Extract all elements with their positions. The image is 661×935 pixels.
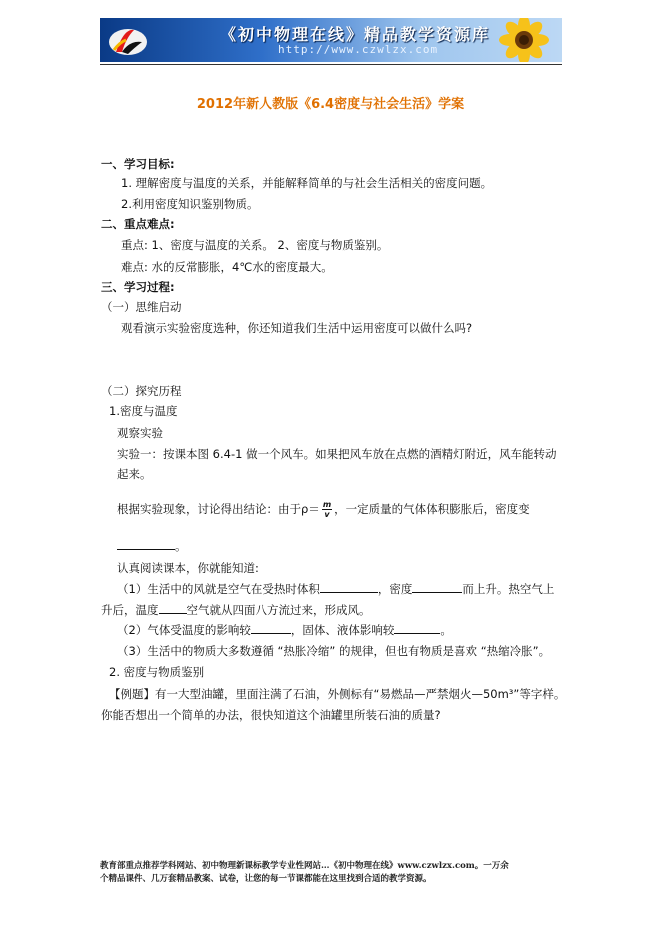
q1-text-c: 而上升。热空气上 — [462, 582, 555, 596]
formula-denominator: v — [324, 510, 330, 519]
site-logo-icon — [106, 24, 148, 58]
reading-prompt: 认真阅读课本，你就能知道: — [117, 561, 259, 575]
page-footer — [100, 860, 570, 886]
footer-line1: 教育部重点推荐学科网站、初中物理新课标教学专业性网站…《初中物理在线》www.czwlzx.com。一万余 — [100, 861, 509, 871]
density-formula — [322, 500, 332, 519]
section-2-heading: 二、重点难点: — [101, 217, 175, 231]
subsection-density-identification: 2. 密度与物质鉴别 — [109, 665, 205, 679]
footer-line2: 个精品课件、几万套精品教案、试卷，让您的每一节课都能在这里找到合适的教学资源。 — [100, 874, 432, 884]
header-rule — [100, 64, 562, 65]
answer-blank[interactable] — [320, 582, 378, 593]
header-banner — [100, 18, 562, 62]
section-3-heading: 三、学习过程: — [101, 280, 175, 294]
formula-numerator: m — [322, 500, 332, 509]
answer-blank[interactable] — [251, 623, 291, 634]
section-1-heading: 一、学习目标: — [101, 157, 175, 171]
q2-text-b: ，固体、液体影响较 — [290, 623, 395, 637]
part-1-heading: （一）思维启动 — [101, 300, 182, 314]
part-2-heading: （二）探究历程 — [101, 384, 182, 398]
question-1-line2 — [101, 602, 371, 618]
document-title: 2012年新人教版《6.4密度与社会生活》学案 — [196, 97, 465, 112]
q1-text-a: （1）生活中的风就是空气在受热时体积 — [117, 582, 320, 596]
question-3: （3）生活中的物质大多数遵循 “热胀冷缩” 的规律，但也有物质是喜欢 “热缩冷胀”。 — [117, 644, 551, 658]
q1-text-e: 空气就从四面八方流过来，形成风。 — [186, 603, 371, 617]
answer-blank[interactable] — [412, 582, 462, 593]
answer-blank[interactable] — [117, 539, 175, 550]
conclusion-line — [117, 500, 530, 519]
objective-2: 2.利用密度知识鉴别物质。 — [121, 197, 259, 211]
sunflower-icon — [478, 18, 558, 62]
objective-1: 1. 理解密度与温度的关系，并能解释简单的与社会生活相关的密度问题。 — [121, 176, 493, 190]
observe-experiment: 观察实验 — [117, 426, 163, 440]
experiment-1-line1: 实验一：按课本图 6.4-1 做一个风车。如果把风车放在点燃的酒精灯附近，风车能转动 — [117, 447, 557, 461]
period: 。 — [175, 539, 187, 553]
q1-text-d: 升后，温度 — [101, 603, 159, 617]
experiment-1-line2: 起来。 — [117, 467, 152, 481]
difficult-points: 难点: 水的反常膨胀，4℃水的密度最大。 — [121, 260, 333, 274]
question-2 — [117, 622, 452, 638]
conclusion-text-b: ，一定质量的气体体积膨胀后，密度变 — [334, 502, 530, 516]
q1-text-b: ，密度 — [377, 582, 413, 596]
conclusion-text-a: 根据实验现象，讨论得出结论：由于ρ＝ — [117, 502, 320, 516]
answer-blank[interactable] — [394, 623, 440, 634]
banner-title: 《初中物理在线》精品教学资源库 — [220, 25, 491, 44]
key-points: 重点: 1、密度与温度的关系。 2、密度与物质鉴别。 — [121, 238, 389, 252]
q2-text-a: （2）气体受温度的影响较 — [117, 623, 251, 637]
question-1-line1 — [117, 581, 554, 597]
example-line1: 【例题】有一大型油罐，里面注满了石油，外侧标有“易燃品—严禁烟火—50m³”等字样。 — [109, 687, 566, 701]
conclusion-blank-line — [117, 538, 187, 554]
period: 。 — [440, 623, 452, 637]
part-1-question: 观看演示实验密度选种，你还知道我们生活中运用密度可以做什么吗? — [121, 321, 473, 335]
banner-url[interactable]: http://www.czwlzx.com — [278, 43, 439, 56]
subsection-density-temperature: 1.密度与温度 — [109, 404, 178, 418]
example-line2: 你能否想出一个简单的办法，很快知道这个油罐里所装石油的质量? — [101, 708, 441, 722]
answer-blank[interactable] — [159, 603, 187, 614]
